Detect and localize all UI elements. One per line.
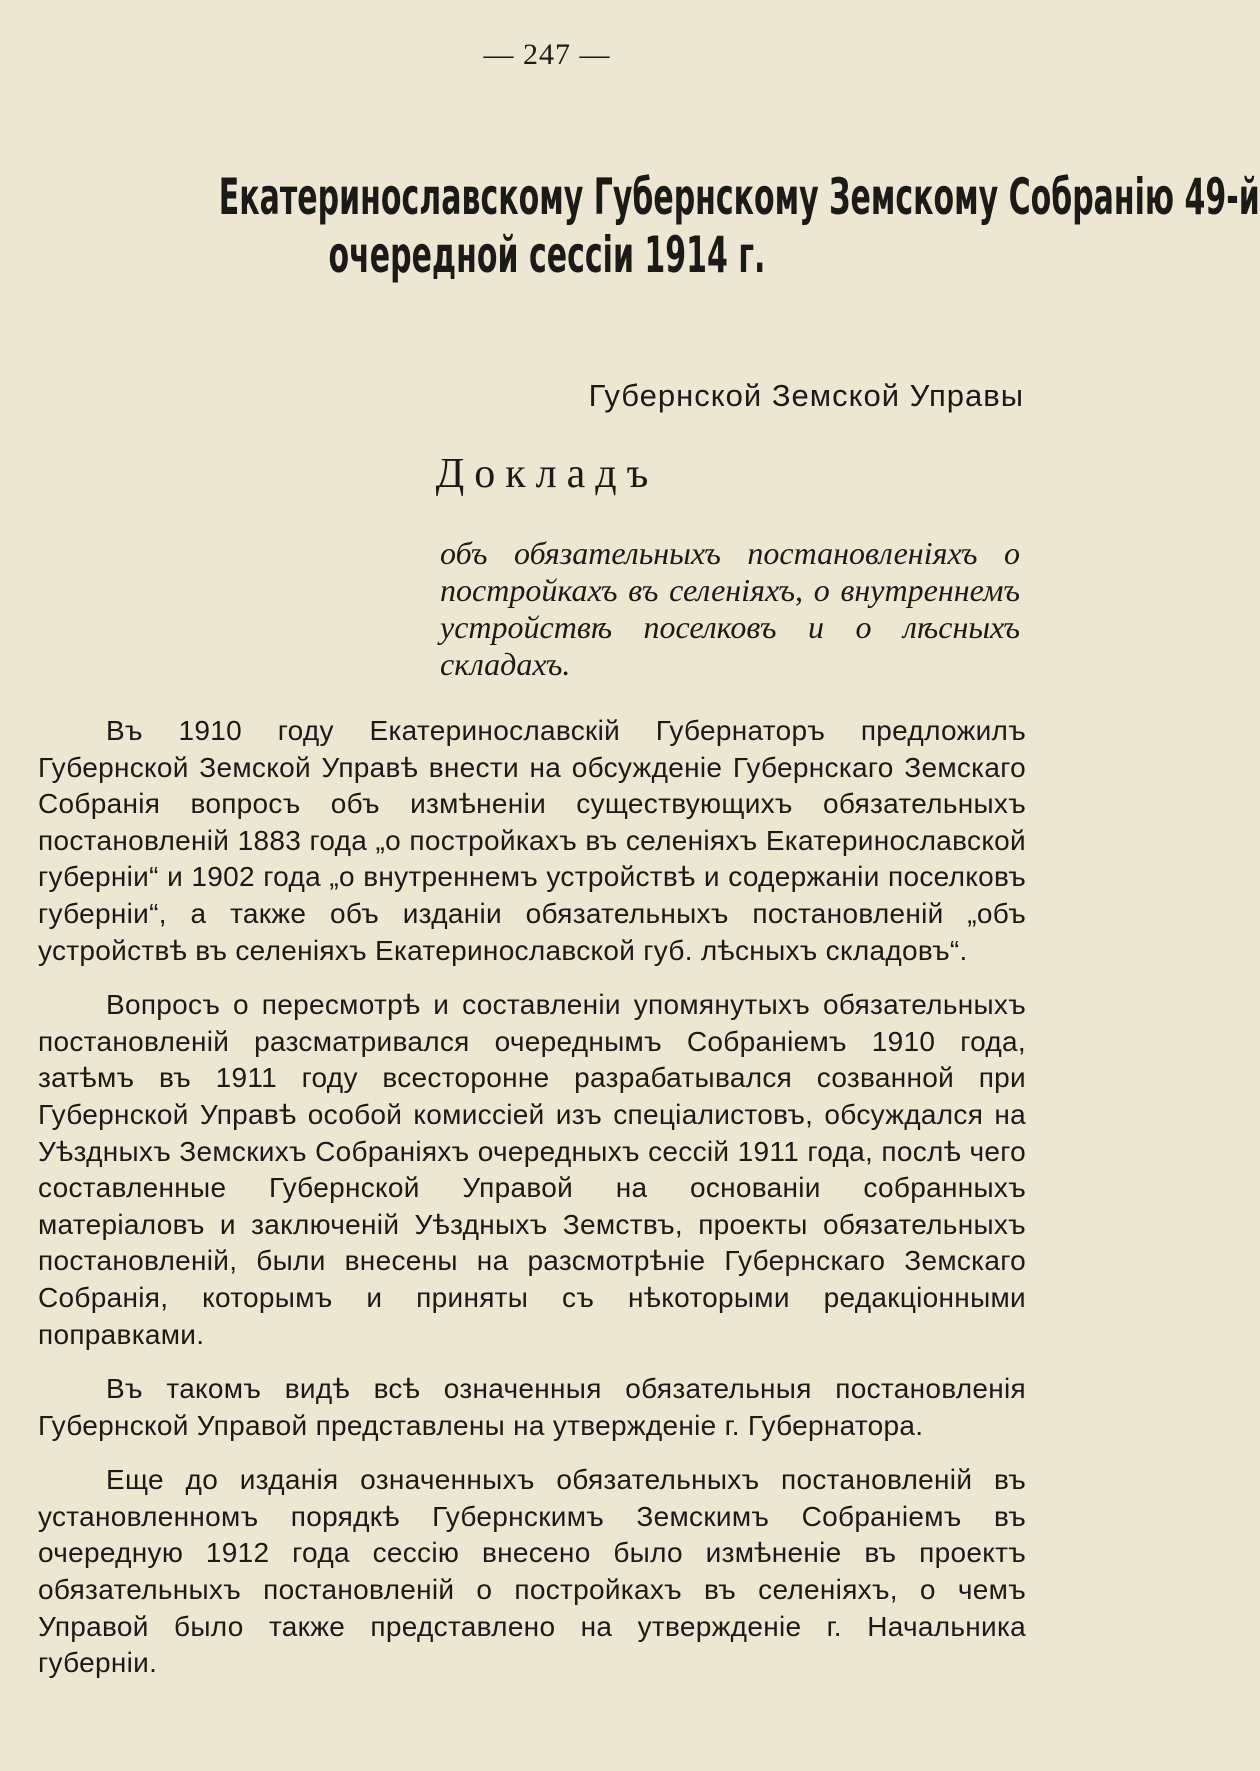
paragraph: Вопросъ о пересмотрѣ и составленіи упомянутыхъ обязательныхъ постановленій разсматривался очереднымъ Собраніемъ 1910 года, затѣмъ въ 1911 году всесторонне разрабатывался созванной при Губернской Управѣ особой комиссіей изъ спеціалистовъ, обсуждался на Уѣздныхъ Земскихъ Собраніяхъ очередныхъ сессій 1911 года, послѣ чего составленные Губернской Управой на основаніи собранныхъ матеріаловъ и заключеній Уѣздныхъ Земствъ, проекты обязательныхъ постановленій, были внесены на разсмотрѣніе Губернскаго Земскаго Собранія, которымъ и приняты съ нѣкоторыми редакціонными поправками.: [38, 989, 1026, 1350]
report-subject: объ обязательныхъ постановленіяхъ о постройкахъ въ селеніяхъ, о внутреннемъ устройствѣ поселковъ и о лѣсныхъ складахъ.: [440, 535, 1020, 682]
report-title: Докладъ: [435, 451, 659, 497]
document-heading: [0, 168, 1260, 284]
report-body: [38, 713, 1026, 1700]
paragraph: Въ такомъ видѣ всѣ означенныя обязательныя постановленія Губернской Управой представлены на утвержденіе г. Губернатора.: [38, 1373, 1026, 1441]
paragraph: Еще до изданія означенныхъ обязательныхъ постановленій въ установленномъ порядкѣ Губернскимъ Земскимъ Собраніемъ въ очередную 1912 года сессію внесено было измѣненіе въ проектъ обязательныхъ постановленій о постройкахъ въ селеніяхъ, о чемъ Управой было также представлено на утвержденіе г. Начальника губерніи.: [38, 1464, 1026, 1679]
paragraph: Въ 1910 году Екатеринославскій Губернаторъ предложилъ Губернской Земской Управѣ внести на обсужденіе Губернскаго Земскаго Собранія вопросъ объ измѣненіи существующихъ обязательныхъ постановленій 1883 года „о постройкахъ въ селеніяхъ Екатеринославской губерніи“ и 1902 года „о внутреннемъ устройствѣ и содержаніи поселковъ губерніи“, а также объ изданіи обязательныхъ постановленій „объ устройствѣ въ селеніяхъ Екатеринославской губ. лѣсныхъ складовъ“.: [38, 715, 1026, 966]
organization-name: Губернской Земской Управы: [588, 378, 1024, 413]
heading-line-2: очередной сессіи 1914 г.: [328, 226, 766, 284]
page-number: — 247 —: [483, 38, 611, 71]
heading-line-1: Екатеринославскому Губернскому Земскому Собранію 49-й: [218, 168, 1260, 226]
